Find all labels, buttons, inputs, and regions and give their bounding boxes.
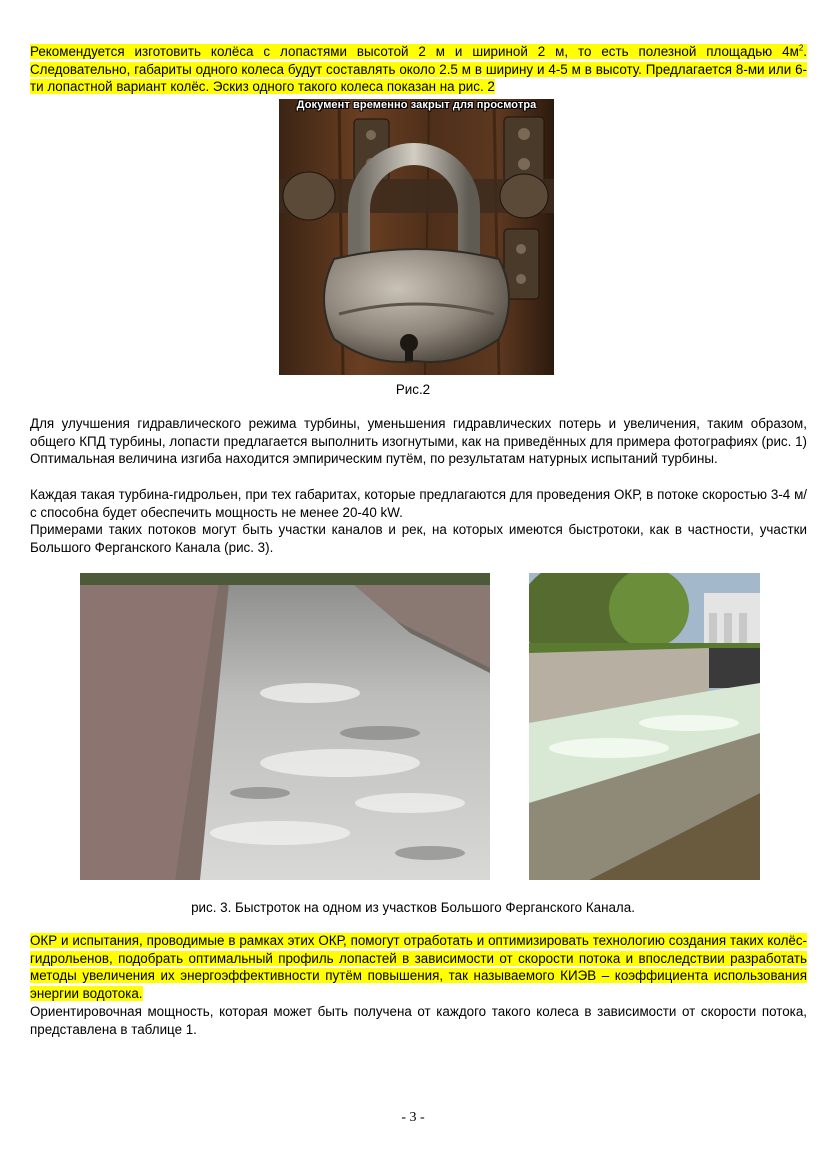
hydraulic-paragraph: Для улучшения гидравлического режима турбины, уменьшения гидравлических потерь и увеличения, таким образом, общего КПД турбины, лопасти предлагается выполнить изогнутыми, как на приведённых для примера фотографиях (рис. 1) Оптимальная величина изгиба находится эмпирическим путём, по результатам натурных испытаний турбины. — [30, 416, 807, 467]
intro-superscript: 2 — [798, 43, 804, 53]
padlock-photo — [279, 99, 554, 375]
canal-image-right — [529, 573, 760, 880]
closed-document-stamp: Документ временно закрыт для просмотра — [296, 99, 537, 111]
turbine-power-paragraph: Каждая такая турбина-гидрольен, при тех габаритах, которые предлагаются для проведения ОКР, в потоке скоростью 3-4 м/с способна будет обеспечить мощность не менее 20-40 kW. — [30, 487, 807, 520]
canal-photo-left — [80, 573, 490, 880]
padlock-image — [279, 99, 554, 375]
page-number: - 3 - — [401, 1110, 425, 1125]
power-table-paragraph: Ориентировочная мощность, которая может быть получена от каждого такого колеса в зависимости от скорости потока, представлена в таблице 1. — [30, 1004, 807, 1037]
okr-paragraph — [30, 932, 807, 1002]
canal-image-left — [80, 573, 490, 880]
okr-paragraph-text: ОКР и испытания, проводимые в рамках этих ОКР, помогут отработать и оптимизировать технологию создания таких колёс-гидрольенов, подобрать оптимальный профиль лопастей в зависимости от скорости потока и впоследствии разработать методы увеличения их энергоэффективности путём повышения, так называемого КИЭВ – коэффициента использования энергии водотока. — [30, 933, 807, 1001]
flow-examples-paragraph: Примерами таких потоков могут быть участки каналов и рек, на которых имеются быстротоки, как в частности, участки Большого Ферганского Канала (рис. 3). — [30, 522, 807, 555]
figure2-caption: Рис.2 — [395, 382, 431, 397]
canal-photo-right — [529, 573, 760, 880]
intro-paragraph — [30, 43, 807, 96]
figure3-caption: рис. 3. Быстроток на одном из участков Большого Ферганского Канала. — [191, 900, 635, 915]
intro-text-part2: . Следовательно, габариты одного колеса будут составлять около 2.5 м в ширину и 4-5 м в высоту. Предлагается 8-ми или 6-ти лопастной вариант колёс. Эскиз одного такого колеса показан на рис. 2 — [30, 44, 807, 95]
intro-text-part1: Рекомендуется изготовить колёса с лопастями высотой 2 м и шириной 2 м, то есть полезной площадью 4м — [30, 44, 799, 59]
